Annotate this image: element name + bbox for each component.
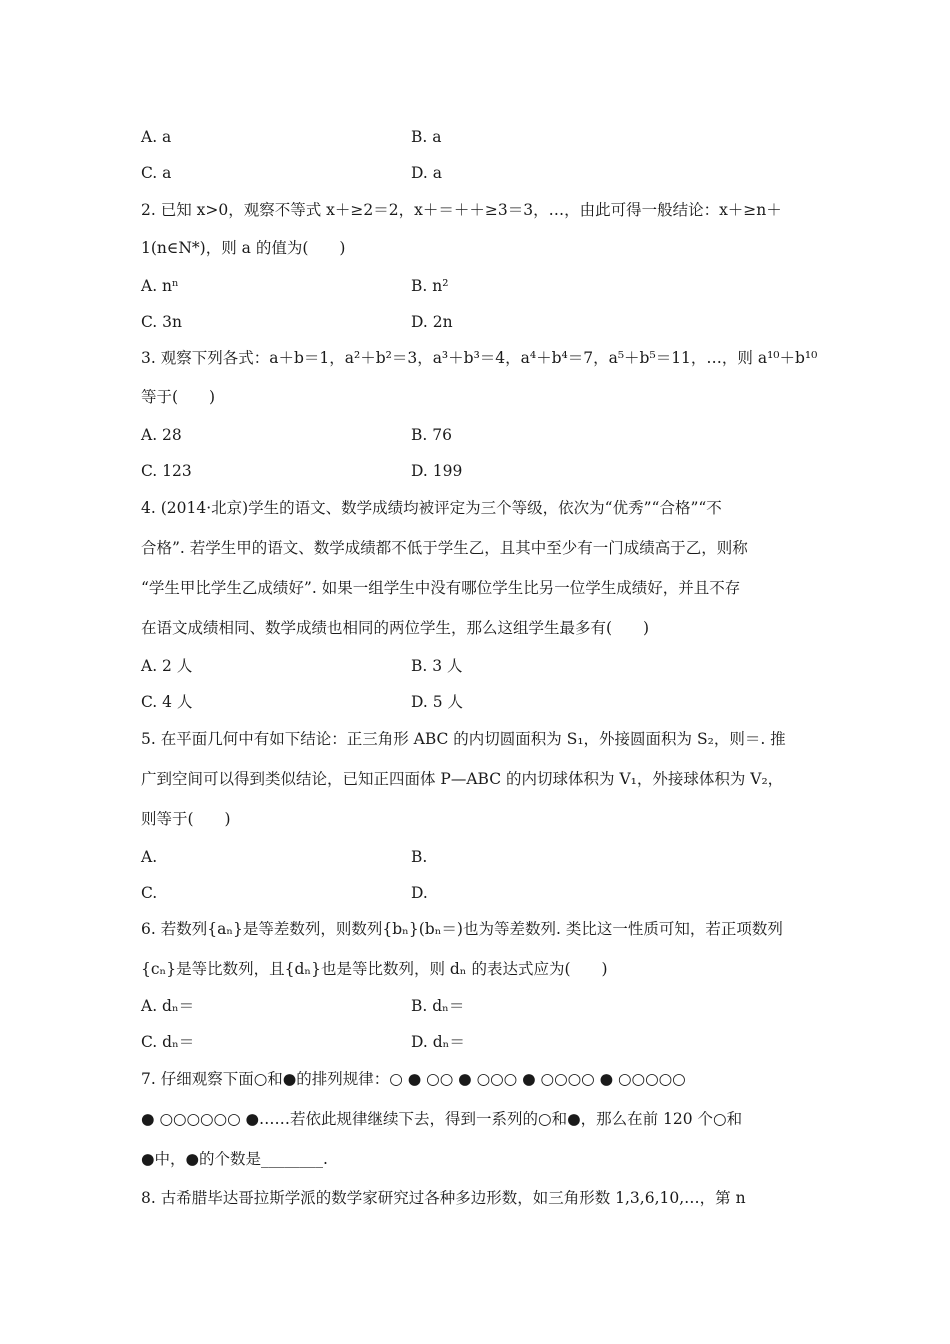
q4-option-c: C. 4 人 (141, 693, 193, 711)
q3-option-a: A. 28 (141, 426, 182, 444)
q1-option-a: A. a (141, 128, 172, 146)
q6-text-line2: {cₙ}是等比数列，且{dₙ}也是等比数列，则 dₙ 的表达式应为( ) (141, 960, 608, 978)
q4-text-line4: 在语文成绩相同、数学成绩也相同的两位学生，那么这组学生最多有( ) (141, 619, 650, 637)
q3-option-d: D. 199 (411, 462, 463, 480)
q8-text-line1: 8. 古希腊毕达哥拉斯学派的数学家研究过各种多边形数，如三角形数 1,3,6,10,…，第 n (141, 1189, 746, 1207)
q2-text-line2: 1(n∈N*)，则 a 的值为( ) (141, 239, 346, 257)
q6-option-c: C. dₙ＝ (141, 1033, 195, 1051)
q2-option-b: B. n² (411, 277, 449, 295)
q5-text-line3: 则等于( ) (141, 810, 231, 828)
q6-text-line1: 6. 若数列{aₙ}是等差数列，则数列{bₙ}(bₙ＝)也为等差数列. 类比这一性质可知，若正项数列 (141, 920, 783, 938)
q3-text-line1: 3. 观察下列各式：a＋b＝1，a²＋b²＝3，a³＋b³＝4，a⁴＋b⁴＝7，a⁵＋b⁵＝11，…，则 a¹⁰＋b¹⁰ (141, 349, 818, 367)
q5-option-b: B. (411, 848, 428, 866)
q1-option-b: B. a (411, 128, 442, 146)
q7-text-line1: 7. 仔细观察下面○和●的排列规律：○ ● ○○ ● ○○○ ● ○○○○ ● ○○○○○ (141, 1070, 686, 1088)
q4-option-b: B. 3 人 (411, 657, 463, 675)
q7-text-line3: ●中，●的个数是________. (141, 1150, 328, 1168)
q5-option-c: C. (141, 884, 158, 902)
q6-option-b: B. dₙ＝ (411, 997, 465, 1015)
q2-option-a: A. nⁿ (141, 277, 179, 295)
q3-option-b: B. 76 (411, 426, 452, 444)
q1-option-c: C. a (141, 164, 172, 182)
q3-option-c: C. 123 (141, 462, 192, 480)
q5-text-line1: 5. 在平面几何中有如下结论：正三角形 ABC 的内切圆面积为 S₁，外接圆面积为 S₂，则＝. 推 (141, 730, 786, 748)
q2-option-c: C. 3n (141, 313, 183, 331)
q1-option-d: D. a (411, 164, 442, 182)
q2-text-line1: 2. 已知 x>0，观察不等式 x＋≥2＝2，x＋＝＋＋≥3＝3，…，由此可得一般结论：x＋≥n＋ (141, 201, 782, 219)
q6-option-a: A. dₙ＝ (141, 997, 195, 1015)
q7-text-line2: ● ○○○○○○ ●……若依此规律继续下去，得到一系列的○和●，那么在前 120 个○和 (141, 1110, 743, 1128)
q5-text-line2: 广到空间可以得到类似结论，已知正四面体 P—ABC 的内切球体积为 V₁，外接球体积为 V₂， (141, 770, 784, 788)
q5-option-a: A. (141, 848, 158, 866)
q4-option-a: A. 2 人 (141, 657, 193, 675)
q4-text-line1: 4. (2014·北京)学生的语文、数学成绩均被评定为三个等级，依次为“优秀”“合格”“不 (141, 499, 722, 517)
q6-option-d: D. dₙ＝ (411, 1033, 465, 1051)
q3-text-line2: 等于( ) (141, 388, 216, 406)
q4-text-line3: “学生甲比学生乙成绩好”. 如果一组学生中没有哪位学生比另一位学生成绩好，并且不存 (141, 579, 741, 597)
q2-option-d: D. 2n (411, 313, 453, 331)
q4-text-line2: 合格”. 若学生甲的语文、数学成绩都不低于学生乙，且其中至少有一门成绩高于乙，则称 (141, 539, 748, 557)
q5-option-d: D. (411, 884, 428, 902)
q4-option-d: D. 5 人 (411, 693, 464, 711)
